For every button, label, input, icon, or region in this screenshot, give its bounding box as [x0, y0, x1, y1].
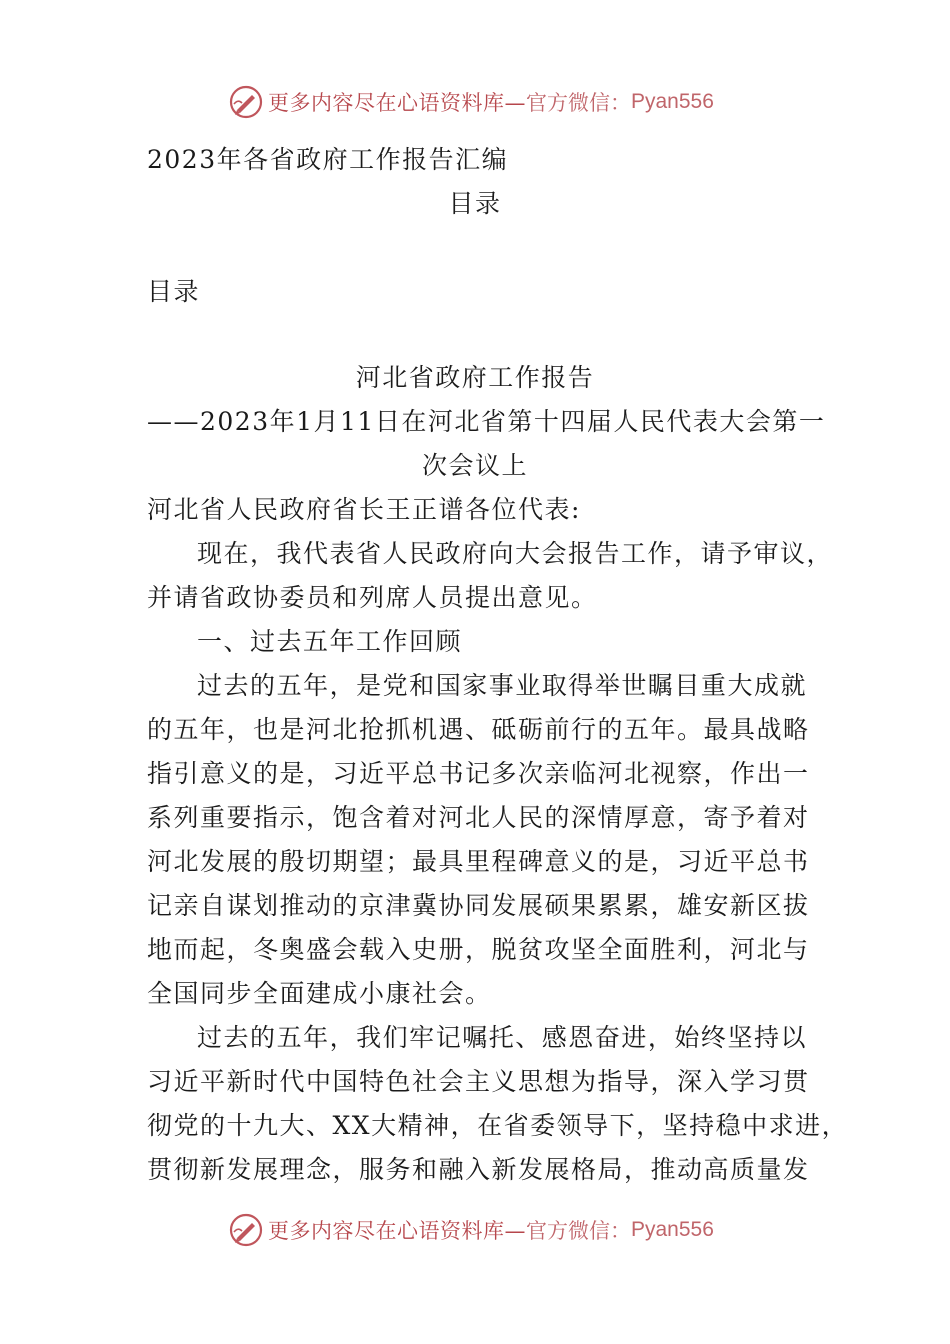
- paragraph-line: 过去的五年，是党和国家事业取得举世瞩目重大成就: [197, 671, 807, 700]
- watermark-wechat-id: Pyan556: [631, 1218, 714, 1241]
- watermark-wechat-label: 官方微信：: [526, 1219, 631, 1243]
- collection-title: 2023年各省政府工作报告汇编: [147, 145, 509, 174]
- paragraph-line: 记亲自谋划推动的京津冀协同发展硕果累累，雄安新区拔: [147, 891, 810, 920]
- paragraph-line: 过去的五年，我们牢记嘱托、感恩奋进，始终坚持以: [197, 1023, 807, 1052]
- watermark-banner-bottom: [228, 1208, 714, 1252]
- watermark-text: 更多内容尽在心语资料库—: [268, 1219, 526, 1243]
- report-subtitle-line-1: ——2023年1月11日在河北省第十四届人民代表大会第一: [147, 407, 826, 436]
- speaker-greeting: 河北省人民政府省长王正谱各位代表:: [147, 495, 581, 524]
- paragraph-line: 地而起，冬奥盛会载入史册，脱贫攻坚全面胜利，河北与: [147, 935, 810, 964]
- paragraph-line: 全国同步全面建成小康社会。: [147, 979, 492, 1008]
- paragraph-line: 现在，我代表省人民政府向大会报告工作，请予审议，: [197, 539, 834, 568]
- watermark-banner-top: [228, 80, 714, 124]
- watermark-wechat-id: Pyan556: [631, 90, 714, 113]
- paragraph-line: 习近平新时代中国特色社会主义思想为指导，深入学习贯: [147, 1067, 810, 1096]
- section-heading: 一、过去五年工作回顾: [197, 627, 463, 656]
- watermark-text: 更多内容尽在心语资料库—: [268, 91, 526, 115]
- pen-logo-icon: [228, 1212, 264, 1248]
- report-subtitle-line-2: 次会议上: [421, 451, 528, 480]
- toc-heading-center: 目录: [448, 189, 502, 218]
- pen-logo-icon: [228, 84, 264, 120]
- paragraph-line: 河北发展的殷切期望；最具里程碑意义的是，习近平总书: [147, 847, 810, 876]
- toc-heading-left: 目录: [147, 277, 201, 306]
- report-title: 河北省政府工作报告: [355, 363, 595, 392]
- paragraph-line: 并请省政协委员和列席人员提出意见。: [147, 583, 598, 612]
- paragraph-line: 系列重要指示，饱含着对河北人民的深情厚意，寄予着对: [147, 803, 810, 832]
- watermark-wechat-label: 官方微信：: [526, 91, 631, 115]
- paragraph-line: 贯彻新发展理念，服务和融入新发展格局，推动高质量发: [147, 1155, 810, 1184]
- paragraph-line: 彻党的十九大、XX大精神，在省委领导下，坚持稳中求进，: [147, 1111, 849, 1140]
- paragraph-line: 指引意义的是，习近平总书记多次亲临河北视察，作出一: [147, 759, 810, 788]
- paragraph-line: 的五年，也是河北抢抓机遇、砥砺前行的五年。最具战略: [147, 715, 810, 744]
